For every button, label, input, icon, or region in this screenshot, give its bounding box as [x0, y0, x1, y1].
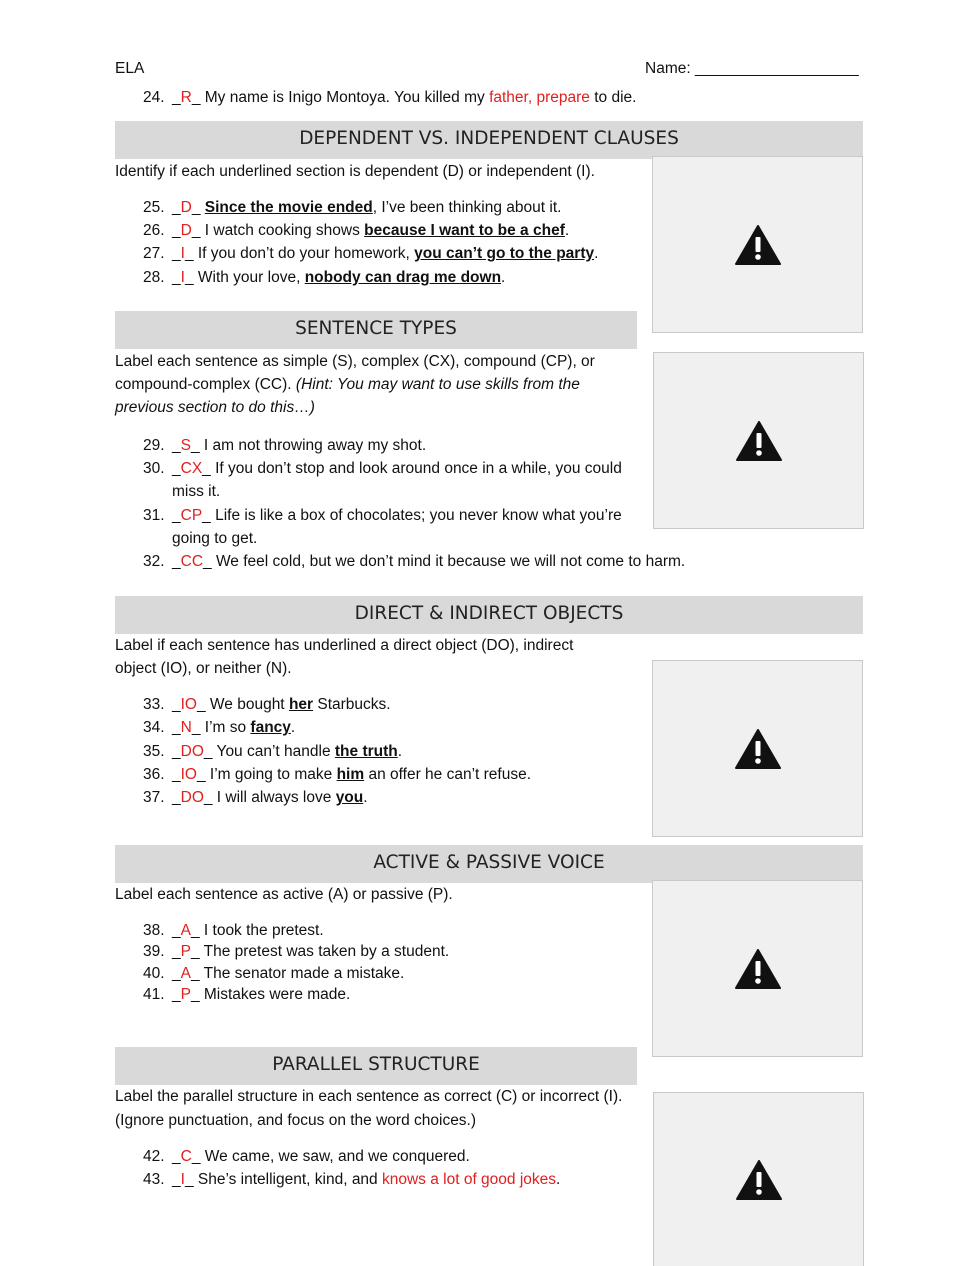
item-number: 24. [143, 89, 165, 106]
name-field-label: Name: ___________________ [645, 60, 859, 77]
list-item: 43. _I_ She’s intelligent, kind, and knows a lot of good jokes. [143, 1171, 561, 1188]
instructions-objects: Label if each sentence has underlined a direct object (DO), indirect object (IO), or neither (N). [115, 637, 574, 677]
list-item: 38. _A_ I took the pretest. [143, 922, 324, 939]
list-item: 31. _CP_ Life is like a box of chocolates; you never know what you’re [143, 507, 622, 524]
warning-triangle-icon [736, 421, 782, 461]
answer: I [180, 1171, 185, 1188]
answer: D [180, 199, 192, 216]
list-item: 24. _R_ My name is Inigo Montoya. You killed my father, prepare to die. [143, 86, 636, 109]
underlined-phrase: Since the movie ended [204, 199, 373, 216]
list-item: 25. _D_ Since the movie ended, I’ve been thinking about it. [143, 199, 562, 216]
highlighted-error: knows a lot of good jokes [381, 1171, 557, 1188]
warning-triangle-icon [735, 949, 781, 989]
underlined-phrase: you can’t go to the party [414, 245, 595, 262]
underlined-phrase: him [336, 766, 365, 783]
answer: CC [180, 553, 204, 570]
underlined-phrase: because I want to be a chef [364, 222, 565, 239]
list-item: 35. _DO_ You can’t handle the truth. [143, 743, 403, 760]
instructions-parallel: Label the parallel structure in each sentence as correct (C) or incorrect (I). (Ignore punctuation, and focus on the word choices.) [115, 1088, 623, 1129]
answer: IO [180, 766, 197, 783]
answer: C [180, 1148, 192, 1165]
image-placeholder [652, 156, 863, 333]
answer: P [180, 986, 191, 1003]
answer: N [180, 719, 192, 736]
list-item: 40. _A_ The senator made a mistake. [143, 965, 405, 982]
list-item: 28. _I_ With your love, nobody can drag me down. [143, 269, 506, 286]
underlined-phrase: the truth [334, 743, 398, 760]
image-placeholder [652, 880, 863, 1057]
section-title-types: SENTENCE TYPES [115, 311, 637, 349]
image-placeholder [652, 660, 863, 837]
answer: D [180, 222, 192, 239]
warning-triangle-icon [735, 729, 781, 769]
list-item: 33. _IO_ We bought her Starbucks. [143, 696, 391, 713]
list-item: 32. _CC_ We feel cold, but we don’t mind it because we will not come to harm. [143, 553, 686, 570]
list-item: 41. _P_ Mistakes were made. [143, 986, 351, 1003]
answer: CP [180, 507, 203, 524]
section-title-clauses: DEPENDENT VS. INDEPENDENT CLAUSES [115, 121, 863, 159]
list-item: 39. _P_ The pretest was taken by a student. [143, 943, 450, 960]
warning-triangle-icon [736, 1160, 782, 1200]
list-item: 36. _IO_ I’m going to make him an offer he can’t refuse. [143, 766, 532, 783]
image-placeholder [653, 1092, 864, 1266]
instructions-types: Label each sentence as simple (S), complex (CX), compound (CP), or compound-complex (CC). (Hint: You may want to use skills from the previous section to do this…) [115, 353, 595, 416]
answer: R [180, 89, 192, 106]
answer: S [180, 437, 191, 454]
instructions-voice: Label each sentence as active (A) or passive (P). [115, 886, 453, 903]
list-item: 26. _D_ I watch cooking shows because I want to be a chef. [143, 222, 570, 239]
list-item: 29. _S_ I am not throwing away my shot. [143, 437, 427, 454]
section-title-parallel: PARALLEL STRUCTURE [115, 1047, 637, 1085]
underlined-phrase: you [335, 789, 364, 806]
answer: IO [180, 696, 197, 713]
highlighted-error: father, prepare [489, 89, 590, 106]
section-title-objects: DIRECT & INDIRECT OBJECTS [115, 596, 863, 634]
underlined-phrase: fancy [250, 719, 291, 736]
list-item: 27. _I_ If you don’t do your homework, you can’t go to the party. [143, 245, 599, 262]
list-item: 37. _DO_ I will always love you. [143, 789, 368, 806]
answer: A [180, 965, 191, 982]
list-item: 34. _N_ I’m so fancy. [143, 719, 296, 736]
answer: A [180, 922, 191, 939]
warning-triangle-icon [735, 225, 781, 265]
answer: I [180, 269, 185, 286]
answer: DO [180, 743, 204, 760]
answer: P [180, 943, 191, 960]
list-item: 42. _C_ We came, we saw, and we conquered. [143, 1148, 470, 1165]
image-placeholder [653, 352, 864, 529]
answer: CX [180, 460, 203, 477]
answer: DO [180, 789, 204, 806]
section-title-voice: ACTIVE & PASSIVE VOICE [115, 845, 863, 883]
underlined-phrase: nobody can drag me down [304, 269, 502, 286]
list-item-continuation: miss it. [172, 483, 221, 500]
answer: I [180, 245, 185, 262]
underlined-phrase: her [288, 696, 314, 713]
list-item-continuation: going to get. [172, 530, 258, 547]
list-item: 30. _CX_ If you don’t stop and look around once in a while, you could [143, 460, 622, 477]
subject-label: ELA [115, 60, 145, 77]
instructions-clauses: Identify if each underlined section is dependent (D) or independent (I). [115, 163, 595, 180]
